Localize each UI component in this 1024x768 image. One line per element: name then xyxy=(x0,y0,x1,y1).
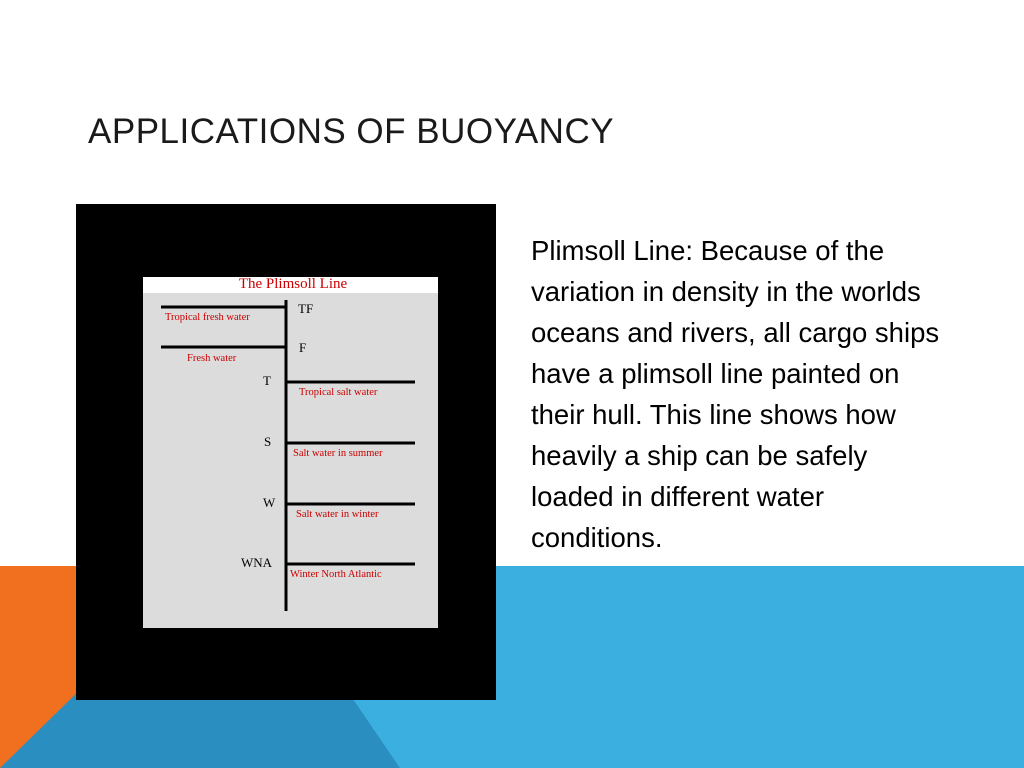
mark-code-w: W xyxy=(263,495,276,510)
mark-code-wna: WNA xyxy=(241,555,273,570)
mark-label-f: Fresh water xyxy=(187,353,237,364)
mark-label-w: Salt water in winter xyxy=(296,509,379,520)
body-text: Plimsoll Line: Because of the variation in density in the worlds oceans and rivers, all cargo ships have a plimsoll line painted on their hull. This line shows how heavily a ship can be safely loaded in different water conditions. xyxy=(531,235,940,553)
mark-code-tf: TF xyxy=(298,301,314,316)
mark-label-tf: Tropical fresh water xyxy=(165,312,250,323)
mark-label-wna: Winter North Atlantic xyxy=(290,569,382,580)
mark-code-t: T xyxy=(263,373,271,388)
mark-label-s: Salt water in summer xyxy=(293,448,383,459)
mark-code-s: S xyxy=(264,434,272,449)
slide-title: APPLICATIONS OF BUOYANCY xyxy=(88,112,615,151)
mark-label-t: Tropical salt water xyxy=(299,387,378,398)
mark-code-f: F xyxy=(299,340,307,355)
plimsoll-diagram xyxy=(143,277,438,628)
figure-frame xyxy=(76,204,496,700)
diagram-title: The Plimsoll Line xyxy=(238,277,348,292)
